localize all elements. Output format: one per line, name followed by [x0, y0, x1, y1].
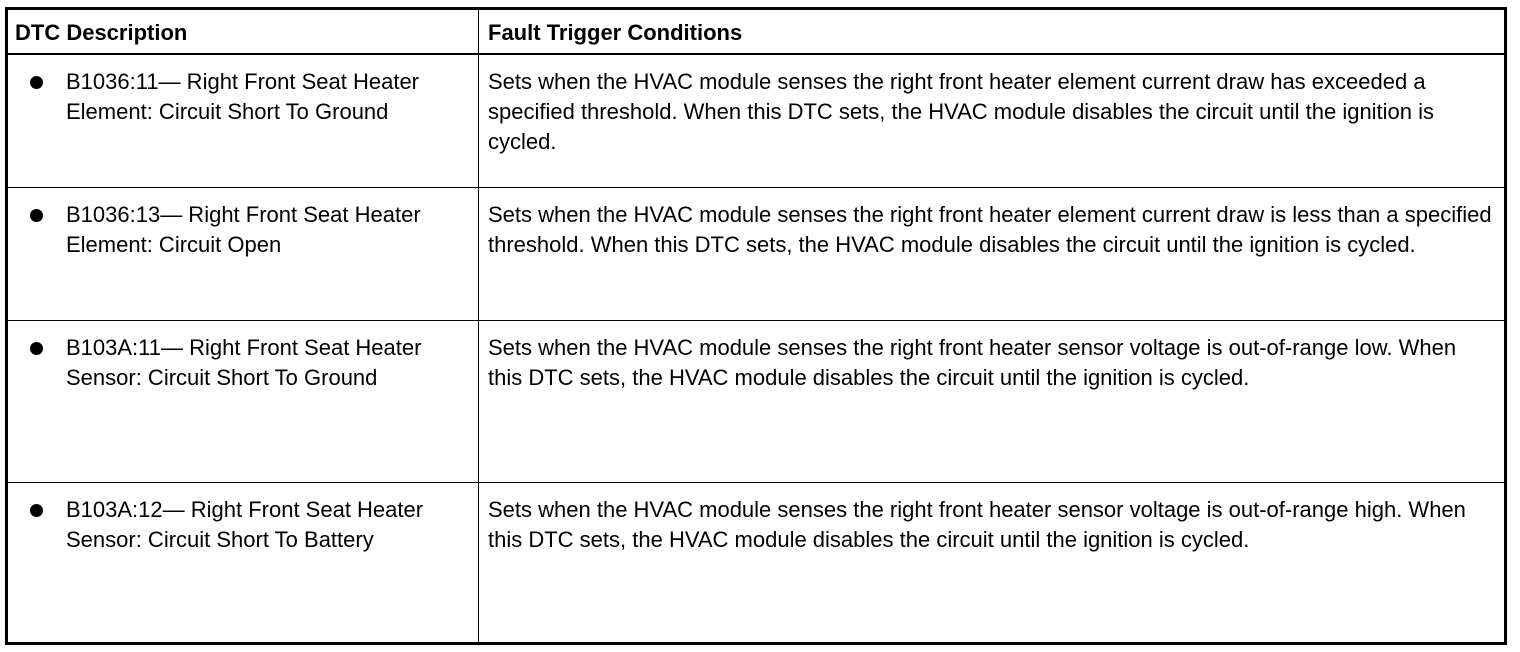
table-row-1-description	[8, 55, 479, 188]
header-dtc-description: DTC Description	[8, 10, 479, 55]
bullet-icon	[30, 342, 43, 355]
header-fault-trigger-conditions: Fault Trigger Conditions	[479, 10, 1504, 55]
dtc-table	[5, 7, 1507, 645]
bullet-icon	[30, 209, 43, 222]
table-row-3-description	[8, 321, 479, 483]
dtc-description-text: B103A:11— Right Front Seat Heater Sensor: Circuit Short To Ground	[66, 335, 422, 390]
dtc-description-text: B1036:11— Right Front Seat Heater Element: Circuit Short To Ground	[66, 69, 420, 124]
table-row-3-conditions: Sets when the HVAC module senses the right front heater sensor voltage is out-of-range low. When this DTC sets, the HVAC module disables the circuit until the ignition is cycled.	[479, 321, 1504, 483]
bullet-icon	[30, 76, 43, 89]
dtc-description-text: B103A:12— Right Front Seat Heater Sensor: Circuit Short To Battery	[66, 497, 424, 552]
table-row-1-conditions: Sets when the HVAC module senses the right front heater element current draw has exceeded a specified threshold. When this DTC sets, the HVAC module disables the circuit until the ignition is cycled.	[479, 55, 1504, 188]
table-row-4-description	[8, 483, 479, 642]
table-row-4-conditions: Sets when the HVAC module senses the right front heater sensor voltage is out-of-range high. When this DTC sets, the HVAC module disables the circuit until the ignition is cycled.	[488, 497, 1466, 552]
table-row-2-description	[8, 188, 479, 321]
dtc-description-text: B1036:13— Right Front Seat Heater Element: Circuit Open	[66, 202, 421, 257]
table-row-2-conditions: Sets when the HVAC module senses the right front heater element current draw is less than a specified threshold. When this DTC sets, the HVAC module disables the circuit until the ignition is cycled.	[479, 188, 1504, 321]
bullet-icon	[30, 504, 43, 517]
